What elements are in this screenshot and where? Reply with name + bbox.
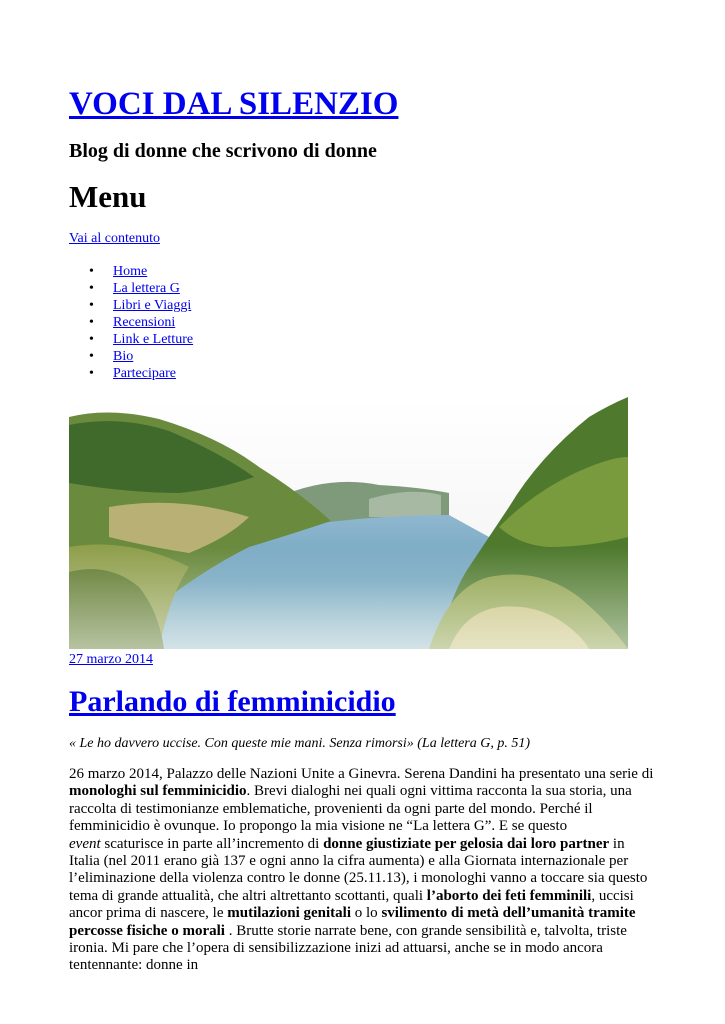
text-segment: . Brevi dialoghi nei quali ogni vittima racconta la sua storia, una raccolta di testimonianze emblematiche, provenienti da ogni parte del mondo. Perché il femminicidio è ovunque. Io propongo la mia visione ne “La lettera G”. E se questo: [69, 783, 632, 835]
post-title-link[interactable]: Parlando di femminicidio: [69, 685, 396, 718]
bold-text: donne giustiziate per gelosia dai loro partner: [323, 835, 610, 852]
bold-text: l’aborto dei feti femminili: [426, 887, 592, 904]
post-paragraph: [69, 766, 654, 975]
italic-text: event: [69, 835, 101, 852]
nav-item-home: [69, 263, 193, 280]
nav-link-bio[interactable]: Bio: [113, 349, 134, 364]
text-segment: . Brutte storie narrate bene, con grande sensibilità e, talvolta, triste ironia. Mi pare che l’opera di sensibilizzazione inizi ad attuarsi, anche se in modo ancora tentennante: donne in: [69, 922, 627, 974]
text-segment: o lo: [351, 905, 382, 922]
text-segment: 26 marzo 2014, Palazzo delle Nazioni Unite a Ginevra. Serena Dandini ha presentato una serie di: [69, 766, 654, 782]
nav-link-partecipare[interactable]: Partecipare: [113, 366, 176, 381]
header-image-lake-landscape: [69, 397, 628, 649]
nav-item-la-lettera-g: [69, 280, 193, 297]
bold-text: mutilazioni genitali: [227, 905, 352, 922]
bold-text: monologhi sul femminicidio: [69, 783, 247, 800]
site-title: [69, 84, 398, 124]
nav-link-link-e-letture[interactable]: Link e Letture: [113, 332, 194, 347]
skip-to-content-link[interactable]: Vai al contenuto: [69, 231, 160, 246]
post-date-link[interactable]: 27 marzo 2014: [69, 652, 153, 667]
bold-text: svilimento di metà dell’umanità tramite percosse fisiche o morali: [69, 905, 636, 939]
text-segment: , uccisi ancor prima di nascere, le: [69, 887, 634, 922]
nav-item-link-e-letture: [69, 331, 193, 348]
nav-item-libri-e-viaggi: [69, 297, 193, 314]
nav-link-la-lettera-g[interactable]: La lettera G: [113, 281, 180, 296]
text-segment: in Italia (nel 2011 erano già 137 e ogni anno la cifra aumenta) e alla Giornata internazionale per l’eliminazione della violenza contro le donne (25.11.13), i monologhi vanno a toccare sia questo tema di grande attualità, che altri altrettanto scottanti, quali: [69, 835, 648, 904]
nav-link-recensioni[interactable]: Recensioni: [113, 315, 176, 330]
nav-item-bio: [69, 348, 193, 365]
site-description: Blog di donne che scrivono di donne: [69, 140, 377, 162]
post-body: [69, 766, 654, 975]
nav-item-recensioni: [69, 314, 193, 331]
nav-item-partecipare: [69, 365, 193, 382]
site-title-link[interactable]: VOCI DAL SILENZIO: [69, 86, 399, 122]
text-segment: scaturisce in parte all’incremento di: [100, 835, 324, 852]
nav-link-libri-e-viaggi[interactable]: Libri e Viaggi: [113, 298, 192, 313]
menu-heading: Menu: [69, 179, 147, 214]
nav-link-home[interactable]: Home: [113, 264, 148, 279]
post-title: [69, 682, 396, 722]
post-epigraph: « Le ho davvero uccise. Con queste mie mani. Senza rimorsi» (La lettera G, p. 51): [69, 736, 531, 751]
main-navigation: [69, 263, 193, 382]
